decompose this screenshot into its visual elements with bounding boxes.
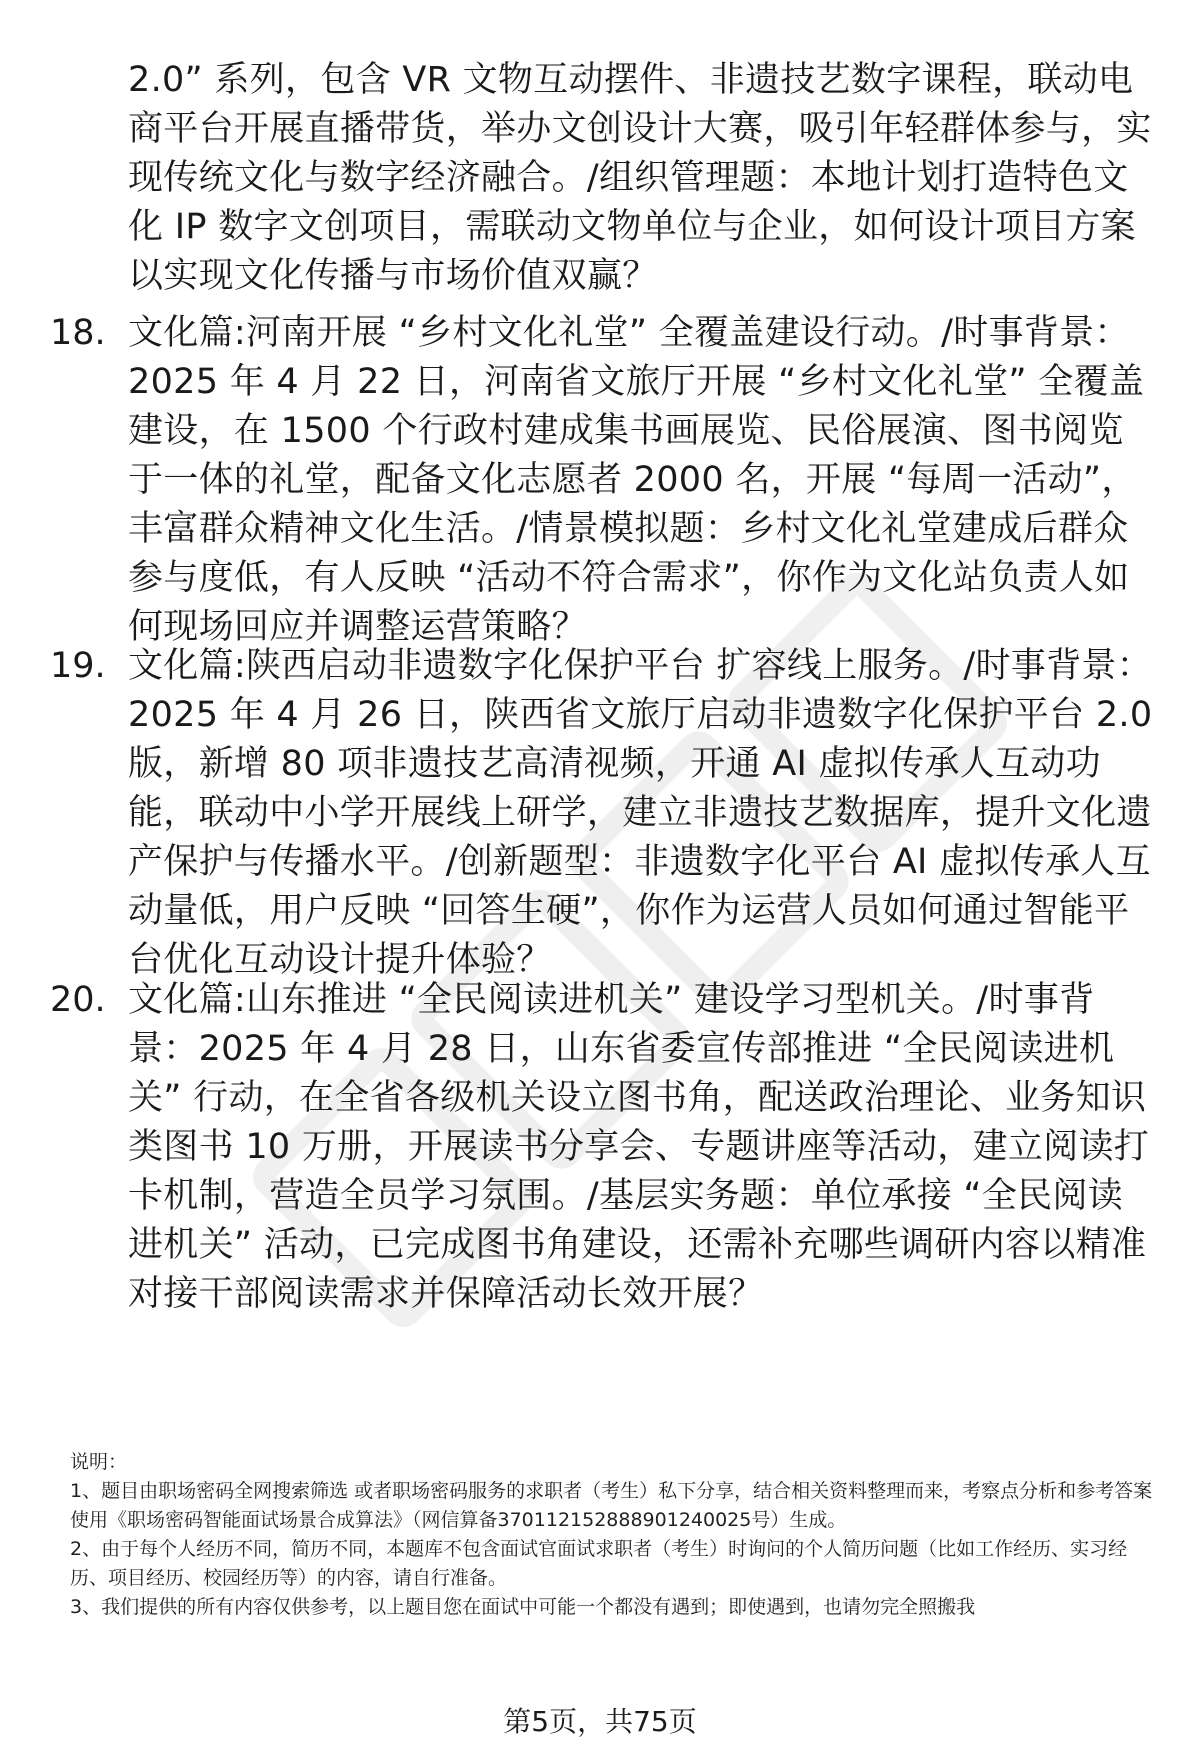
item-text: 文化篇:山东推进 “全民阅读进机关” 建设学习型机关。/时事背景：2025 年 4 月 28 日，山东省委宣传部推进 “全民阅读进机关” 行动，在全省各级机关设立图书角，配送政治理论、业务知识类图书 10 万册，开展读书分享会、专题讲座等活动，建立阅读打卡机制，营造全员学习氛围。/基层实务题：单位承接 “全民阅读进机关” 活动，已完成图书角建设，还需补充哪些调研内容以精准对接干部阅读需求并保障活动长效开展？ bbox=[128, 980, 1150, 1314]
page-number: 第5页，共75页 bbox=[503, 1705, 697, 1738]
continued-paragraph: 2.0” 系列，包含 VR 文物互动摆件、非遗技艺数字课程，联动电商平台开展直播带货，举办文创设计大赛，吸引年轻群体参与，实现传统文化与数字经济融合。/组织管理题：本地计划打造特色文化 IP 数字文创项目，需联动文物单位与企业，如何设计项目方案以实现文化传播与市场价值双赢？ bbox=[128, 60, 1152, 296]
item-number: 20. bbox=[50, 980, 106, 1020]
note-line: 3、我们提供的所有内容仅供参考，以上题目您在面试中可能一个都没有遇到；即使遇到，也请勿完全照搬我 bbox=[70, 1596, 976, 1618]
item-text: 文化篇:河南开展 “乡村文化礼堂” 全覆盖建设行动。/时事背景：2025 年 4 月 22 日，河南省文旅厅开展 “乡村文化礼堂” 全覆盖建设，在 1500 个行政村建成集书画展览、民俗展演、图书阅览于一体的礼堂，配备文化志愿者 2000 名，开展 “每周一活动”，丰富群众精神文化生活。/情景模拟题：乡村文化礼堂建成后群众参与度低，有人反映 “活动不符合需求”，你作为文化站负责人如何现场回应并调整运营策略？ bbox=[128, 313, 1145, 647]
item-number: 18. bbox=[50, 313, 106, 353]
notes-heading: 说明： bbox=[70, 1451, 128, 1473]
note-line: 2、由于每个人经历不同，简历不同，本题库不包含面试官面试求职者（考生）时询问的个人简历问题（比如工作经历、实习经历、项目经历、校园经历等）的内容，请自行准备。 bbox=[70, 1538, 1128, 1589]
notes-section bbox=[70, 1448, 1160, 1622]
note-line: 1、题目由职场密码全网搜索筛选 或者职场密码服务的求职者（考生）私下分享，结合相关资料整理而来，考察点分析和参考答案使用《职场密码智能面试场景合成算法》（网信算备370112152888901240025号）生成。 bbox=[70, 1480, 1153, 1531]
item-text: 文化篇:陕西启动非遗数字化保护平台 扩容线上服务。/时事背景：2025 年 4 月 26 日，陕西省文旅厅启动非遗数字化保护平台 2.0 版，新增 80 项非遗技艺高清视频，开通 AI 虚拟传承人互动功能，联动中小学开展线上研学，建立非遗技艺数据库，提升文化遗产保护与传播水平。/创新题型：非遗数字化平台 AI 虚拟传承人互动量低，用户反映 “回答生硬”，你作为运营人员如何通过智能平台优化互动设计提升体验？ bbox=[128, 646, 1153, 980]
item-number: 19. bbox=[50, 646, 106, 686]
